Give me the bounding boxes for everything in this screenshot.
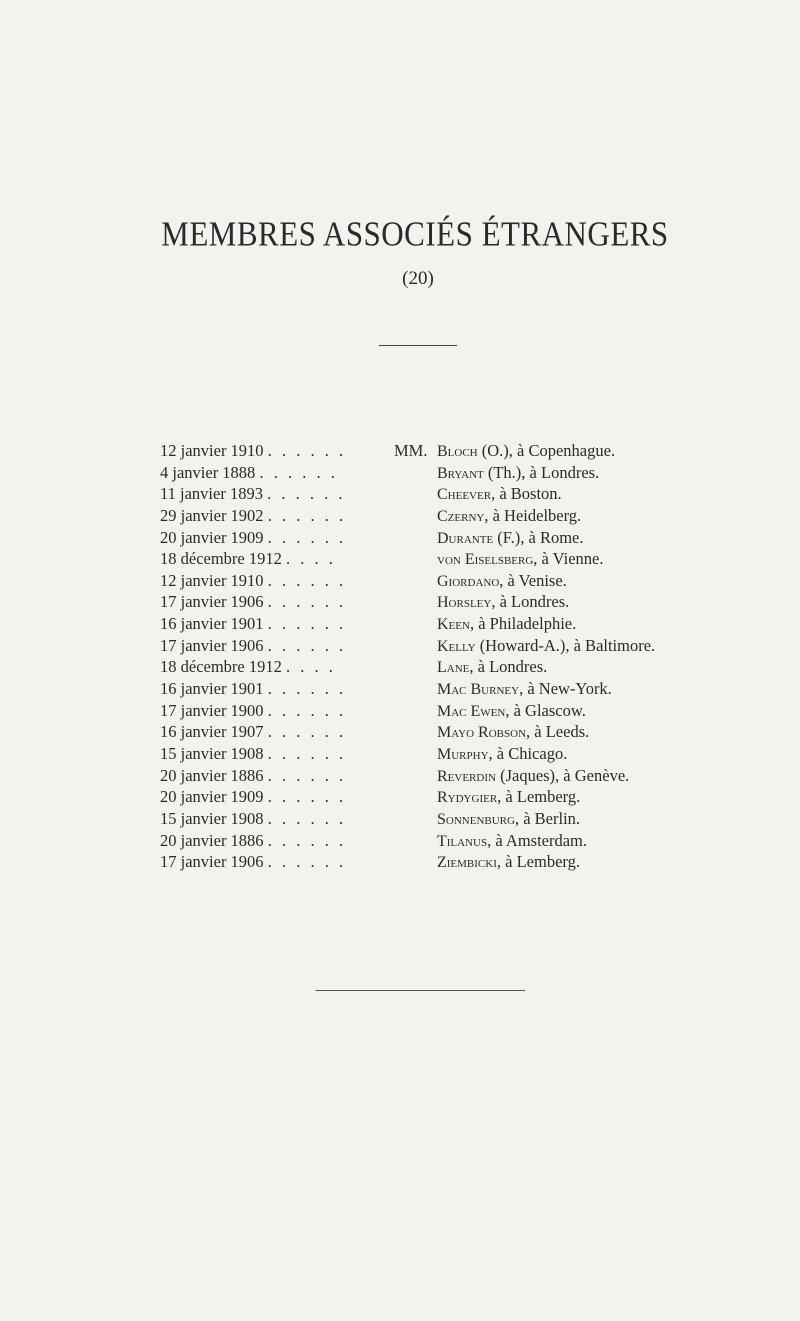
election-date <box>160 505 390 527</box>
leader-dots: . . . . <box>286 657 336 677</box>
member-entry <box>437 765 629 788</box>
member-detail: , à Venise. <box>499 570 567 590</box>
member-detail: , à Berlin. <box>514 808 581 828</box>
member-detail: , à Londres. <box>491 592 570 612</box>
member-detail: , à Vienne. <box>533 549 604 569</box>
election-date <box>160 570 390 592</box>
member-entry <box>437 570 567 593</box>
prefix-label: MM. <box>394 441 428 460</box>
member-row <box>0 462 800 484</box>
member-row <box>0 527 800 549</box>
member-entry <box>437 591 569 614</box>
member-row <box>0 678 800 700</box>
member-detail: , à Heidelberg. <box>484 505 582 525</box>
leader-dots: . . . . . . <box>267 808 347 828</box>
election-date-text: 17 janvier 1906 <box>160 852 264 872</box>
member-name: Rydygier <box>437 789 498 807</box>
member-row <box>0 635 800 657</box>
member-detail: , à Leeds. <box>526 722 590 742</box>
member-name: Tilanus <box>437 832 488 850</box>
member-row <box>0 786 800 808</box>
member-entry <box>437 721 589 744</box>
member-row <box>0 505 800 527</box>
member-name: Murphy <box>437 745 489 763</box>
member-name: Reverdin <box>437 767 496 785</box>
leader-dots: . . . . . . <box>267 592 347 612</box>
election-date <box>160 613 390 635</box>
member-row <box>0 830 800 852</box>
election-date-text: 29 janvier 1902 <box>160 505 264 525</box>
election-date <box>160 678 390 700</box>
member-entry <box>437 440 615 463</box>
election-date <box>160 635 390 657</box>
member-list <box>0 440 800 873</box>
title-divider <box>379 345 457 346</box>
leader-dots: . . . . . . <box>267 570 347 590</box>
member-name: Durante <box>437 529 494 547</box>
member-row <box>0 700 800 722</box>
member-entry <box>437 635 655 658</box>
member-row <box>0 721 800 743</box>
election-date <box>160 483 390 505</box>
election-date-text: 11 janvier 1893 <box>160 484 263 504</box>
election-date <box>160 786 390 808</box>
election-date <box>160 743 390 765</box>
leader-dots: . . . . . . <box>267 484 346 504</box>
member-detail: , à New-York. <box>519 679 612 699</box>
member-name: Czerny <box>437 507 485 525</box>
member-entry <box>437 613 576 636</box>
member-entry <box>437 483 562 506</box>
leader-dots: . . . . . . <box>267 614 347 634</box>
member-entry <box>437 656 547 679</box>
member-name: Giordano <box>437 572 500 590</box>
election-date-text: 12 janvier 1910 <box>160 570 264 590</box>
election-date-text: 20 janvier 1886 <box>160 830 264 850</box>
election-date-text: 20 janvier 1909 <box>160 787 264 807</box>
leader-dots: . . . . . . <box>267 505 347 525</box>
member-detail: (Jaques), à Genève. <box>495 765 630 785</box>
member-name: Sonnenburg <box>437 810 515 828</box>
member-name: Mayo Robson <box>437 724 527 742</box>
election-date-text: 15 janvier 1908 <box>160 743 264 763</box>
election-date <box>160 440 390 462</box>
member-entry <box>437 678 612 701</box>
election-date-text: 20 janvier 1909 <box>160 527 264 547</box>
member-detail: (O.), à Copenhague. <box>477 441 616 460</box>
member-entry <box>437 505 581 528</box>
leader-dots: . . . . <box>286 549 336 569</box>
member-row <box>0 765 800 787</box>
member-count: (20) <box>402 268 434 289</box>
member-name: Mac Burney <box>437 681 520 699</box>
member-detail: (F.), à Rome. <box>493 527 584 547</box>
member-row <box>0 570 800 592</box>
election-date-text: 4 janvier 1888 <box>160 462 256 482</box>
election-date-text: 17 janvier 1900 <box>160 700 264 720</box>
member-entry <box>437 700 586 723</box>
election-date-text: 16 janvier 1901 <box>160 679 264 699</box>
election-date <box>160 656 390 678</box>
election-date-text: 18 décembre 1912 <box>160 657 282 677</box>
member-row <box>0 440 800 462</box>
member-name: Ziembicki <box>437 854 497 872</box>
member-detail: , à Lemberg. <box>497 787 581 807</box>
election-date-text: 12 janvier 1910 <box>160 441 264 460</box>
member-name: Bryant <box>437 464 484 482</box>
leader-dots: . . . . . . <box>267 679 347 699</box>
election-date-text: 18 décembre 1912 <box>160 549 282 569</box>
election-date <box>160 700 390 722</box>
leader-dots: . . . . . . <box>267 635 347 655</box>
member-name: Mac Ewen <box>437 702 506 720</box>
member-name: Kelly <box>437 637 476 655</box>
member-detail: , à Glascow. <box>505 700 586 720</box>
member-detail: , à Boston. <box>491 484 562 504</box>
member-detail: , à Chicago. <box>488 743 568 763</box>
member-row <box>0 743 800 765</box>
member-row <box>0 591 800 613</box>
member-row <box>0 483 800 505</box>
member-detail: , à Philadelphie. <box>469 614 577 634</box>
election-date <box>160 721 390 743</box>
member-entry <box>437 527 584 550</box>
member-name: Lane <box>437 659 470 677</box>
election-date <box>160 591 390 613</box>
member-row <box>0 548 800 570</box>
member-entry <box>437 462 599 485</box>
election-date <box>160 462 390 484</box>
leader-dots: . . . . . . <box>267 765 347 785</box>
member-row <box>0 808 800 830</box>
election-date-text: 16 janvier 1901 <box>160 614 264 634</box>
election-date <box>160 808 390 830</box>
footer-divider <box>316 990 525 991</box>
leader-dots: . . . . . . <box>267 852 347 872</box>
member-detail: , à Londres. <box>469 657 548 677</box>
member-entry <box>437 548 603 571</box>
member-row <box>0 613 800 635</box>
member-entry <box>437 830 587 853</box>
member-entry <box>437 808 580 831</box>
member-entry <box>437 786 580 809</box>
member-name: Bloch <box>437 443 478 460</box>
election-date-text: 15 janvier 1908 <box>160 808 264 828</box>
election-date <box>160 851 390 873</box>
election-date <box>160 830 390 852</box>
election-date-text: 17 janvier 1906 <box>160 592 264 612</box>
member-name: Keen <box>437 616 470 634</box>
member-entry <box>437 743 567 766</box>
member-detail: (Howard-A.), à Baltimore. <box>475 635 656 655</box>
leader-dots: . . . . . . <box>267 441 347 460</box>
election-date <box>160 765 390 787</box>
member-row <box>0 656 800 678</box>
election-date-text: 16 janvier 1907 <box>160 722 264 742</box>
member-detail: , à Amsterdam. <box>487 830 588 850</box>
leader-dots: . . . . . . <box>267 527 347 547</box>
member-name: Horsley <box>437 594 492 612</box>
member-name: von Eiselsberg <box>437 551 534 569</box>
leader-dots: . . . . . . <box>259 462 338 482</box>
leader-dots: . . . . . . <box>267 722 347 742</box>
election-date <box>160 527 390 549</box>
member-detail: , à Lemberg. <box>496 852 580 872</box>
leader-dots: . . . . . . <box>267 743 347 763</box>
election-date-text: 17 janvier 1906 <box>160 635 264 655</box>
election-date <box>160 548 390 570</box>
leader-dots: . . . . . . <box>267 830 347 850</box>
election-date-text: 20 janvier 1886 <box>160 765 264 785</box>
page-title: MEMBRES ASSOCIÉS ÉTRANGERS <box>161 214 669 254</box>
member-row <box>0 851 800 873</box>
leader-dots: . . . . . . <box>267 700 347 720</box>
member-detail: (Th.), à Londres. <box>483 462 600 482</box>
leader-dots: . . . . . . <box>267 787 347 807</box>
member-entry <box>437 851 580 874</box>
member-name: Cheever <box>437 486 492 504</box>
